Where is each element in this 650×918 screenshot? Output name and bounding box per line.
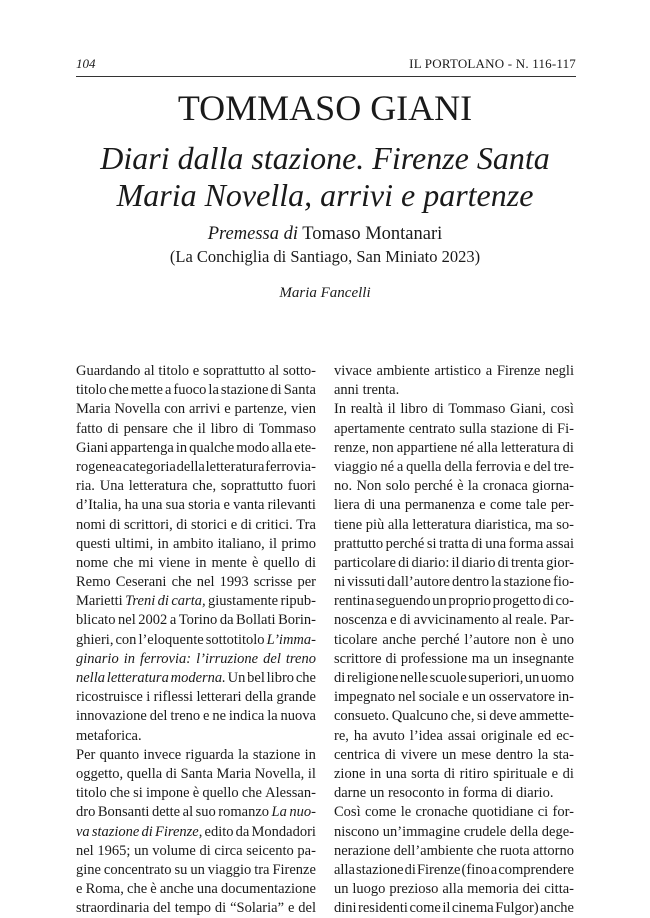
text-line: dro Bonsanti dette al suo romanzo La nuo- bbox=[76, 804, 316, 821]
reviewer-name: Maria Fancelli bbox=[279, 285, 371, 301]
text-line: Maria Novella con arrivi e partenze, vien bbox=[76, 401, 316, 418]
text-line: In realtà il libro di Tommaso Giani, così bbox=[334, 401, 574, 418]
text-line: nerazione dell’ambiente che ruota attorno bbox=[334, 842, 574, 859]
text-line: nomi di scrittori, di storici e di critici. Tra bbox=[76, 516, 316, 533]
text-line: rentina seguendo un proprio progetto di co- bbox=[334, 593, 574, 610]
premessa-label: Premessa di bbox=[207, 224, 298, 244]
header-rule bbox=[76, 76, 576, 77]
page-number: 104 bbox=[76, 56, 96, 71]
body-column-right bbox=[334, 362, 574, 918]
text-line: ginario in ferrovia: l’irruzione del treno bbox=[76, 650, 316, 667]
text-line: ria. Una letteratura che, soprattutto fuori bbox=[76, 478, 316, 495]
text-line: prattutto perché si tratta di una forma assai bbox=[334, 535, 574, 552]
text-line: impegnato nel sociale e un osservatore in- bbox=[334, 689, 574, 706]
text-line: apertamente centrato sulla stazione di Fi- bbox=[334, 420, 574, 437]
text-line: niscono un’immagine crudele della dege- bbox=[334, 823, 574, 840]
text-line: vivace ambiente artistico a Firenze negli bbox=[334, 363, 574, 379]
text-line: liera di una permanenza e come tale per- bbox=[334, 497, 574, 514]
text-line: ghieri, con l’eloquente sottotitolo L’imma- bbox=[76, 631, 316, 648]
publisher-info: (La Conchiglia di Santiago, San Miniato 2023) bbox=[169, 247, 481, 266]
text-line: ni vissuti dall’autore dentro la stazione fio- bbox=[334, 574, 574, 591]
text-line: Remo Ceserani che nel 1993 scrisse per bbox=[76, 574, 316, 591]
text-line: Per quanto invece riguarda la stazione in bbox=[76, 746, 316, 763]
text-line: titolo che si impone è quello che Alessan- bbox=[76, 785, 316, 802]
text-line: fatto di pensare che il libro di Tommaso bbox=[76, 420, 316, 437]
text-line: renze, non appartiene né alla letteratura di bbox=[334, 439, 574, 456]
text-line: va stazione di Firenze, edito da Mondadori bbox=[76, 823, 316, 840]
text-line: blicato nel 2002 a Torino da Bollati Borin- bbox=[76, 612, 316, 629]
text-line: tiene più alla letteratura diaristica, ma so- bbox=[334, 516, 574, 533]
text-line: un luogo prezioso alla memoria dei citta- bbox=[334, 881, 574, 898]
text-line: titolo che mette a fuoco la stazione di Santa bbox=[76, 382, 316, 399]
text-line: dini residenti come il cinema Fulgor) anche bbox=[334, 900, 574, 917]
text-line: Giani appartenga in qualche modo alla ete- bbox=[76, 439, 316, 456]
text-line: scrittore di professione ma un insegnante bbox=[334, 650, 574, 667]
text-line: darne un resoconto in forma di diario. bbox=[334, 785, 554, 802]
premessa-author: Tomaso Montanari bbox=[302, 224, 443, 244]
text-line: alla stazione di Firenze (fino a comprendere bbox=[334, 861, 574, 878]
text-line: di religione nelle scuole superiori, un uomo bbox=[334, 670, 574, 686]
text-line: zione in una sorta di ritiro spirituale e di bbox=[334, 765, 574, 782]
journal-name: IL PORTOLANO - N. 116-117 bbox=[409, 56, 576, 71]
text-line: nome che mi viene in mente è quello di bbox=[76, 554, 316, 571]
premessa-line bbox=[0, 222, 650, 246]
book-title bbox=[40, 140, 610, 214]
text-line: ricostruisce i riflessi letterari della grande bbox=[76, 689, 316, 706]
text-line: oggetto, quella di Santa Maria Novella, il bbox=[76, 765, 316, 782]
text-line: d’Italia, ha una sua storia e vanta rilevanti bbox=[76, 497, 316, 514]
text-line: re, ha avuto l’idea assai originale ed ec- bbox=[334, 727, 574, 744]
running-head bbox=[76, 56, 576, 72]
text-line: noscenza e di avvicinamento al reale. Par- bbox=[334, 612, 574, 629]
text-line: gine concentrato su un viaggio tra Firenze bbox=[76, 861, 316, 878]
text-line: consueto. Qualcuno che, si deve ammette- bbox=[334, 708, 574, 725]
text-line: Così come le cronache quotidiane ci for- bbox=[334, 804, 574, 821]
text-line: straordinaria del tempo di “Solaria” e del bbox=[76, 900, 316, 917]
text-line: Marietti Treni di carta, giustamente ripub- bbox=[76, 593, 316, 610]
book-title-line: Diari dalla stazione. Firenze Santa bbox=[100, 140, 550, 176]
book-title-line: Maria Novella, arrivi e partenze bbox=[116, 177, 534, 213]
text-line: nella letteratura moderna. Un bel libro che bbox=[76, 670, 316, 686]
author-name: TOMMASO GIANI bbox=[177, 88, 473, 128]
text-line: particolare di diario: il diario di trenta gior- bbox=[334, 554, 574, 571]
body-column-left bbox=[76, 362, 316, 918]
text-line: anni trenta. bbox=[334, 382, 400, 399]
text-line: no. Non solo perché è la cronaca giorna- bbox=[334, 478, 574, 495]
text-line: metaforica. bbox=[76, 727, 142, 744]
text-line: nel 1965; un volume di circa seicento pa- bbox=[76, 842, 316, 859]
text-line: questi ultimi, in ambito italiano, il primo bbox=[76, 535, 316, 552]
text-line: Guardando al titolo e soprattutto al sotto- bbox=[76, 363, 316, 379]
text-line: viaggio né a quella della ferrovia e del tre- bbox=[334, 458, 574, 475]
text-line: innovazione del treno e ne indica la nuova bbox=[76, 708, 316, 725]
text-line: centrica di vivere un mese dentro la sta- bbox=[334, 746, 574, 763]
text-line: rogenea categoria della letteratura ferrovia- bbox=[76, 458, 316, 475]
text-line: e Roma, che è anche una documentazione bbox=[76, 881, 316, 898]
text-line: ticolare anche perché l’autore non è uno bbox=[334, 631, 574, 648]
